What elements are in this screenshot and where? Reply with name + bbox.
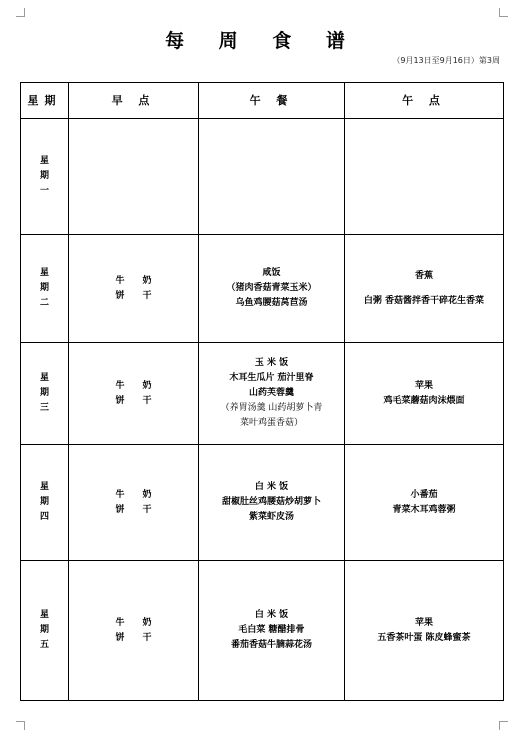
crop-mark-top-right <box>499 8 508 17</box>
page-title: 每 周 食 谱 <box>165 30 359 52</box>
breakfast-cell: 牛 奶 饼 干 <box>69 343 199 445</box>
breakfast-cell <box>69 119 199 235</box>
week-range: （9月13日至9月16日）第3周 <box>392 56 500 65</box>
table-row-wednesday <box>21 343 504 445</box>
weekday-cell: 星 期 四 <box>21 445 69 561</box>
lunch-cell: 白 米 饭 毛白菜 糖醋排骨 番茄香菇牛腩蒜花汤 <box>199 561 345 701</box>
table-row-friday <box>21 561 504 701</box>
header-snack: 午 点 <box>345 83 504 119</box>
table-header-row <box>21 83 504 119</box>
crop-mark-bottom-right <box>499 721 508 730</box>
lunch-cell: 玉 米 饭 木耳生瓜片 茄汁里脊 山药芙蓉羹 （养胃汤羹 山药胡萝卜青 菜叶鸡蛋香菇） <box>199 343 345 445</box>
snack-cell <box>345 119 504 235</box>
breakfast-cell: 牛 奶 饼 干 <box>69 561 199 701</box>
header-weekday: 星期 <box>21 83 69 119</box>
snack-cell: 苹果 鸡毛菜蘑菇肉沫煨面 <box>345 343 504 445</box>
lunch-cell: 白 米 饭 甜椒肚丝鸡腰菇炒胡萝卜 紫菜虾皮汤 <box>199 445 345 561</box>
breakfast-cell: 牛 奶 饼 干 <box>69 235 199 343</box>
weekday-cell: 星 期 三 <box>21 343 69 445</box>
header-lunch: 午 餐 <box>199 83 345 119</box>
snack-cell: 小番茄 青菜木耳鸡蓉粥 <box>345 445 504 561</box>
weekday-cell: 星 期 二 <box>21 235 69 343</box>
snack-cell: 香蕉 白粥 香菇酱拌香干碎花生香菜 <box>345 235 504 343</box>
breakfast-cell: 牛 奶 饼 干 <box>69 445 199 561</box>
table-row-tuesday <box>21 235 504 343</box>
crop-mark-top-left <box>16 8 25 17</box>
lunch-cell: 咸饭 （猪肉香菇青菜玉米） 乌鱼鸡腰菇莴苣汤 <box>199 235 345 343</box>
weekday-cell: 星 期 五 <box>21 561 69 701</box>
weekly-menu-table <box>20 82 504 701</box>
header-breakfast: 早 点 <box>69 83 199 119</box>
table-row-thursday <box>21 445 504 561</box>
table-row-monday <box>21 119 504 235</box>
lunch-cell <box>199 119 345 235</box>
crop-mark-bottom-left <box>16 721 25 730</box>
snack-cell: 苹果 五香茶叶蛋 陈皮蜂蜜茶 <box>345 561 504 701</box>
weekday-cell: 星 期 一 <box>21 119 69 235</box>
